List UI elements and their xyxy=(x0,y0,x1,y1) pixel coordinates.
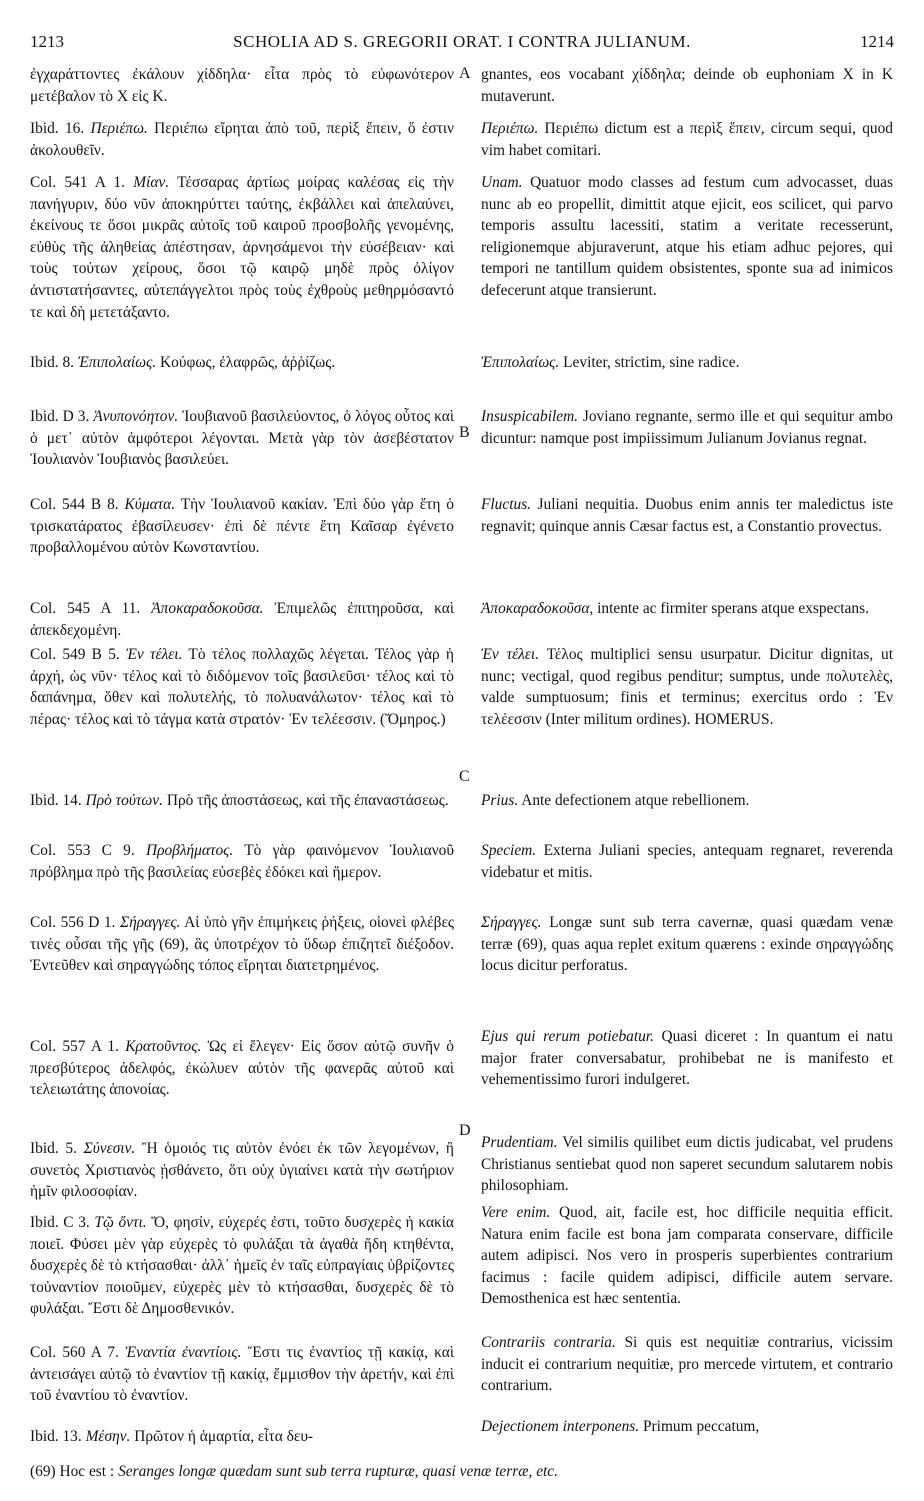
latin-entry-1: Περιέπω. Περιέπω dictum est a περὶξ ἕπειν, circum sequi, quod vim habet comitari. xyxy=(481,120,893,159)
margin-letter-c: C xyxy=(459,768,470,785)
latin-entry-8: Prius. Ante defectionem atque rebellionem. xyxy=(481,792,750,809)
footnote-text: Seranges longæ quædam sunt sub terra rupturæ, quasi venæ terræ, etc. xyxy=(118,1463,558,1480)
latin-entry-3: Ἐπιπολαίως. Leviter, strictim, sine radice. xyxy=(481,354,740,371)
greek-entry-10: Col. 556 D 1. Σήραγγες. Αἱ ὑπὸ γῆν ἐπιμήκεις ῥήξεις, οἱονεὶ φλέβες τινὲς οὖσαι τῆς γῆς (69), ἃς ὑποτρέχον τὸ ὕδωρ ἐπιζητεῖ διέξοδον. Ἐντεῦθεν καὶ σηραγγώδης τόπος εἴρηται διατετρημένος. xyxy=(30,914,455,975)
latin-entry-2: Unam. Quatuor modo classes ad festum cum advocasset, duas nunc ab eo propellit, dimittit atque ejicit, eos scilicet, qui parvo temporis assultu lacessiti, statim a veritate recesserunt, religionemque abjuraverunt, atque his etiam adhuc pejores, qui tempori ne tantillum quidem obsistentes, sponte sua ad inimicos defecerunt atque transierunt. xyxy=(481,174,893,299)
greek-entry-12: Ibid. 5. Σύνεσιν. Ἢ ὁμοιός τις αὐτὸν ἐνόει ἐκ τῶν λεγομένων, ἢ συνετὸς Χριστιανὸς ᾐσθάνετο, ὅτι οὐχ ὑγιαίνει κατὰ τὴν σωτήριον ἡμῖν φιλοσοφίαν. xyxy=(30,1140,454,1201)
latin-entry-10: Σήραγγες. Longæ sunt sub terra cavernæ, quasi quædam venæ terræ (69), quas aqua replet exitum quærens : exinde σηραγγώδης locus dicitur perforatus. xyxy=(481,914,893,975)
latin-entry-4: Insuspicabilem. Joviano regnante, sermo ille et qui sequitur ambo dicuntur: namque post impiissimum Julianum Jovianus regnat. xyxy=(481,408,893,447)
margin-letter-b: B xyxy=(459,424,470,441)
latin-entry-0: gnantes, eos vocabant χίδδηλα; deinde ob euphoniam X in K mutaverunt. xyxy=(481,66,893,105)
greek-entry-15: Ibid. 13. Μέσην. Πρῶτον ἡ ἁμαρτία, εἶτα δευ- xyxy=(30,1428,314,1445)
running-title: SCHOLIA AD S. GREGORII ORAT. I CONTRA JULIANUM. xyxy=(233,32,691,51)
greek-entry-14: Col. 560 A 7. Ἐναντία ἐναντίοις. Ἔστι τις ἐναντίος τῇ κακίᾳ, καὶ ἀντεισάγει αὐτῷ τὸ ἐναντίον τῇ κακίᾳ, ἔμμισθον τὴν ἀρετήν, καὶ ἐπὶ τοῦ ἐναντίου τὸ ἐναντίον. xyxy=(30,1344,455,1405)
latin-entry-12: Prudentiam. Vel similis quilibet eum dictis judicabat, vel prudens Christianus sentiebat quod non saperet secundum salutarem nobis philosophiam. xyxy=(481,1134,893,1195)
greek-entry-5: Col. 544 B 8. Κύματα. Τὴν Ἰουλιανοῦ κακίαν. Ἐπὶ δύο γὰρ ἔτη ὁ τρισκατάρατος ἐβασίλευσεν· ἐπὶ δὲ πέντε ἔτη Καῖσαρ ἐγένετο προβαλλομένου αὐτὸν Κωνσταντίου. xyxy=(30,496,454,557)
page-number-right: 1214 xyxy=(860,32,894,51)
greek-entry-0: ἐγχαράττοντες ἐκάλουν χίδδηλα· εἶτα πρὸς τὸ εὐφωνότερον μετέβαλον τὸ Χ εἰς Κ. xyxy=(30,66,454,105)
running-header xyxy=(30,32,894,58)
latin-entry-14: Contrariis contraria. Si quis est nequitiæ contrarius, vicissim inducit ei contrarium nequitiæ, pro mercede virtutem, et contrario contrarium. xyxy=(481,1334,893,1395)
latin-entry-7: Ἐν τέλει. Τέλος multiplici sensu usurpatur. Dicitur dignitas, ut nunc; vectigal, quod regibus penditur; sumptus, unde πολυτελὲς, valde sumptuosum; finis et terminus; exercitus ordo : Ἐν τελέεσσιν (Inter militum ordines). HOMERUS. xyxy=(481,646,893,728)
greek-entry-7: Col. 549 B 5. Ἐν τέλει. Τὸ τέλος πολλαχῶς λέγεται. Τέλος γὰρ ἡ ἀρχή, ὡς νῦν· τέλος καὶ τὸ διδόμενον τοῖς βασιλεῦσι· τέλος καὶ τὸ δαπάνημα, ὅθεν καὶ πολυτελής, τὸ πολυανάλωτον· τέλος καὶ τὸ πέρας· τέλος καὶ τὸ τάγμα κατὰ στρατόν· Ἐν τελέεσσιν. (Ὅμηρος.) xyxy=(30,646,454,728)
latin-entry-5: Fluctus. Juliani nequitia. Duobus enim annis ter maledictus iste regnavit; quinque annis Cæsar factus est, a Constantio provectus. xyxy=(481,496,893,535)
greek-entry-8: Ibid. 14. Πρὸ τούτων. Πρὸ τῆς ἀποστάσεως, καὶ τῆς ἐπαναστάσεως. xyxy=(30,792,449,809)
footnote xyxy=(30,1462,894,1482)
greek-entry-1: Ibid. 16. Περιέπω. Περιέπω εἴρηται ἀπὸ τοῦ, περὶξ ἕπειν, ὅ ἐστιν ἀκολουθεῖν. xyxy=(30,120,454,159)
greek-entry-3: Ibid. 8. Ἐπιπολαίως. Κούφως, ἐλαφρῶς, ἀῤῥίζως. xyxy=(30,354,336,371)
latin-entry-6: Ἀποκαραδοκοῦσα, intente ac firmiter sperans atque exspectans. xyxy=(481,600,869,617)
latin-entry-15: Dejectionem interponens. Primum peccatum, xyxy=(481,1418,760,1435)
footnote-prefix: (69) Hoc est : xyxy=(30,1463,115,1480)
page-number-left: 1213 xyxy=(30,32,64,51)
margin-letter-d: D xyxy=(459,1122,471,1139)
latin-entry-11: Ejus qui rerum potiebatur. Quasi diceret : In quantum ei natu major frater conversabatur, prohibebat ne is manifesto et vehementissimo furori indulgeret. xyxy=(481,1028,893,1089)
latin-entry-13: Vere enim. Quod, ait, facile est, hoc difficile nequitia efficit. Natura enim facile est bona jam comparata conservare, difficile autem adipisci. Nos vero in prosperis superbientes contrarium facimus : facile quidem adipisci, difficile autem servare. Demosthenica est hæc sententia. xyxy=(481,1204,893,1308)
greek-entry-11: Col. 557 A 1. Κρατοῦντος. Ὡς εἰ ἔλεγεν· Εἰς ὅσον αὐτῷ συνῆν ὁ πρεσβύτερος ἀδελφός, ἐκώλυεν αὐτὸν τῆς φανερᾶς αὐτοῦ καὶ τελειωτάτης ἀπονοίας. xyxy=(30,1038,454,1099)
greek-entry-4: Ibid. D 3. Ἀνυπονόητον. Ἰουβιανοῦ βασιλεύοντος, ὁ λόγος οὗτος καὶ ὁ μετ᾽ αὐτὸν ἀμφότεροι λέγονται. Μετὰ γὰρ τὸν ἀσεβέστατον Ἰουλιανὸν Ἰουβιανὸς βασιλεύει. xyxy=(30,408,455,469)
greek-entry-2: Col. 541 A 1. Μίαν. Τέσσαρας ἀρτίως μοίρας καλέσας εἰς τὴν πανήγυριν, δύο νῦν ἀποκηρύττει ταύτης, ἐκβάλλει καὶ ἀπελαύνει, ἐκείνους τε ὅσοι μικρᾶς αὐτοῖς τοῦ καιροῦ προσβολῆς γενομένης, εὐθὺς τῆς ἀληθείας ἀπέστησαν, ἀρνησάμενοι τὴν εὐσέβειαν· καὶ τοὺς τούτων χείρους, ὅσοι τῷ καιρῷ μηδὲ πρὸς ὀλίγον ἀντιστατήσαντες, αὐτεπάγγελτοι πρὸς τοὺς ἐχθροὺς μεθηρμόσαντό τε καὶ δὴ μετετάξαντο. xyxy=(30,174,454,321)
margin-letter-a: A xyxy=(459,65,471,82)
greek-entry-9: Col. 553 C 9. Προβλήματος. Τὸ γὰρ φαινόμενον Ἰουλιανοῦ πρόβλημα πρὸ τῆς βασιλείας εὐσεβὲς ἐδόκει καὶ ἥμερον. xyxy=(30,842,454,881)
latin-entry-9: Speciem. Externa Juliani species, antequam regnaret, reverenda videbatur et mitis. xyxy=(481,842,893,881)
greek-entry-13: Ibid. C 3. Τῷ ὄντι. Ὅ, φησίν, εὐχερές ἐστι, τοῦτο δυσχερὲς ἡ κακία ποιεῖ. Φύσει μὲν γὰρ εὐχερὲς τὸ φυλάξαι τὰ ἀγαθὰ ἤδη κτηθέντα, δυσχερὲς δὲ τὸ κτήσασθαι· ἀλλ᾽ ἡμεῖς ἐν ταῖς εὐπραγίαις ὑβρίζοντες τοὐναντίον ποιοῦμεν, εὐχερὲς μὲν τὸ κτήσασθαι, δυσχερὲς δὲ τὸ φυλάξαι. Ἔστι δὲ Δημοσθενικόν. xyxy=(30,1214,454,1318)
greek-entry-6: Col. 545 A 11. Ἀποκαραδοκοῦσα. Ἐπιμελῶς ἐπιτηροῦσα, καὶ ἀπεκδεχομένη. xyxy=(30,600,454,639)
